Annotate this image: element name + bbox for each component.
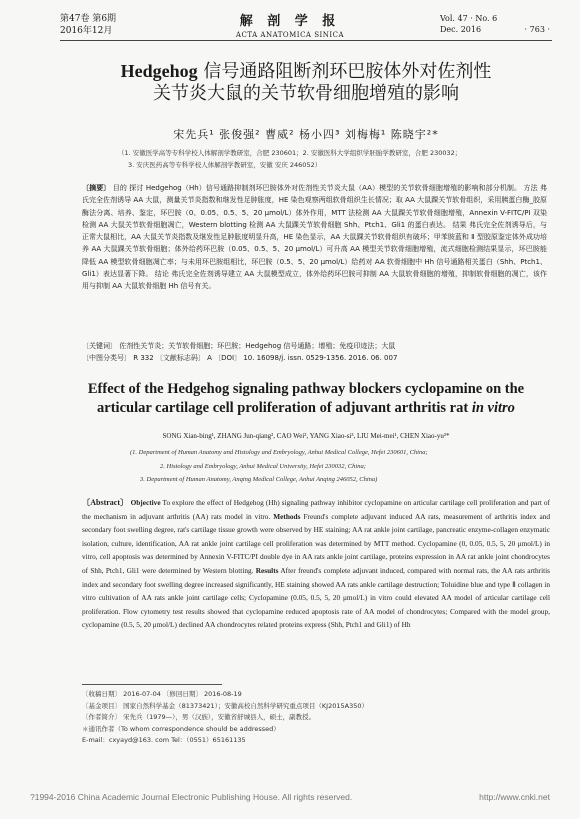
page-number: · 763 · (524, 25, 550, 34)
affiliation-cn-line: 3. 安庆医药高等专科学校人体解剖学教研室，安徽 安庆 246052） (128, 161, 322, 169)
methods-text: Freund's complete adjuvant induced AA rats, measurement of arthritis index and secondary foot swelling degree, rat's cartilage tissue growth were observed by HE staining; AA rat ankle joint cartilage, pancreatic enzyme-collagen enzymatic isolation, culture, identification, AA rat ankle joint cartilage cell proliferation was determined by MTT method. Cyclopamine (0, 0.05, 0.5, 5, 20 μmol/L) in vitro, cell apoptosis was determined by Annexin V-FITC/PI double dye in AA rats ankle joint cartilage, proteins expression in AA rat ankle joint chondrocytes of Shh, Ptch1, Gli1 were determined by Western blotting. (82, 511, 550, 575)
volume-issue-cn: 第47卷 第6期 (60, 14, 117, 24)
header-divider (60, 40, 552, 41)
affiliations-cn (118, 147, 538, 171)
running-header-right (440, 13, 550, 35)
keywords-cn-label: 〔关键词〕 (82, 342, 117, 350)
running-header-left (60, 13, 116, 37)
objective-label: Objective (130, 498, 161, 507)
affiliation-en-line: (1. Department of Human Anatomy and Histology and Embryology, Anhui Medical College, Hefei 230601, China; (130, 449, 428, 456)
copyright-text: ?1994-2016 China Academic Journal Electronic Publishing House. All rights reserved. (30, 792, 353, 802)
affiliation-cn-line: （1. 安徽医学高等专科学校人体解剖学教研室，合肥 230601；2. 安徽医科大学组织学胚胎学教研室，合肥 230032； (118, 149, 462, 157)
keywords-cn (82, 340, 547, 352)
results-text: After freund's complete adjuvant induced, compared with normal rats, the AA rats arthritis index and secondary foot swelling degree increased significantly, HE staining showed AA rats ankle cartilage destruction; Toluidine blue and type Ⅱ collagen in vitro cultivation of AA rats ankle joint cartilage cells; Cyclopamine (0.05, 0.5, 5, 20 μmol/L) in vitro could elevated AA model of articular cartilage cell proliferation. Flow cytometry test results showed that cyclopamine reduced apoptosis rate of AA model of chondrocytes; Compared with the model group, cyclopamine (0.5, 5, 20 μmol/L) declined AA chondrocytes related proteins express (Shh, Ptch1 and Gli1) of Hh (82, 565, 550, 630)
abstract-cn-text: 目的 探讨 Hedgehog（Hh）信号通路抑制剂环巴胺体外对佐剂性关节炎大鼠（AA）模型的关节软骨细胞增殖的影响和部分机制。 方法 弗氏完全佐剂诱导 AA 大鼠，测量关节炎指数和继发性足肿胀度，HE 染色观察两组软骨组织生长情况；取 AA 大鼠踝关节软骨组织，采用胰蛋白酶_胶原酶法分离、培养、鉴定，环巴胺（0、0.05、0.5、5、20 μmol/L）体外作用，MTT 法检测 AA 大鼠踝关节软骨细胞增殖，Annexin V-FITC/PI 双染检测 AA 大鼠关节软骨细胞凋亡，Western blotting 检测 AA 大鼠踝关节软骨细胞 Shh、Ptch1、Gli1 的蛋白表达。 结果 弗氏完全佐剂诱导后，与正常大鼠相比，AA 大鼠关节炎指数及继发性足肿胀度明显升高，HE 染色显示，AA 大鼠踝关节软骨组织有破坏；甲苯胺蓝和 Ⅱ 型胶原鉴定体外成功培养 AA 大鼠踝关节软骨细胞；体外给药环巴胺（0.05、0.5、5、20 μmol/L）可升高 AA 模型关节软骨细胞增殖，流式细胞检测结果显示，环巴胺能降低 AA 模型软骨细胞凋亡率；与未用环巴胺组相比，环巴胺（0.5、5、20 μmol/L）给药对 AA 软骨细胞中 Hh 信号通路相关蛋白（Shh、Ptch1、Gli1）表达显著下降。 结论 弗氏完全佐剂诱导建立 AA 大鼠模型成立，体外给药环巴胺可抑制 AA 大鼠软骨细胞的增殖，抑制软骨细胞的凋亡，该作用与抑制 AA 大鼠软骨细胞 Hh 信号有关。 (82, 184, 548, 291)
methods-label: Methods (273, 511, 301, 521)
classification-line (82, 352, 547, 364)
keywords-cn-text: 佐剂性关节炎；关节软骨细胞；环巴胺；Hedgehog 信号通路；增殖；免疫印迹法；大鼠 (117, 342, 396, 350)
volume-issue-en: Vol. 47 · No. 6 (440, 14, 498, 23)
authors-en: SONG Xian-bing¹, ZHANG Jun-qiang², CAO Wei², YANG Xiao-si³, LIU Mei-mei¹, CHEN Xiao-yu²* (162, 432, 450, 440)
title-en-line1: Effect of the Hedgehog signaling pathway blockers cyclopamine on the (87, 381, 525, 397)
journal-name-cn: 解 剖 学 报 (239, 14, 341, 29)
date-en: Dec. 2016 (440, 25, 482, 34)
authors-cn: 宋先兵¹ 张俊强² 曹威² 杨小四³ 刘梅梅¹ 陈晓宇²* (173, 128, 439, 141)
affiliation-en-line: 3. Department of Human Anatomy, Anqing Medical College, Anhui Anqing 246052, China) (140, 476, 378, 483)
footnote-contact: E-mail：cxyayd@163. com Tel：（0551）65161135 (82, 736, 246, 744)
footnotes (82, 689, 547, 747)
footnote-divider (82, 684, 222, 685)
title-en (68, 380, 544, 418)
copyright-footer (30, 792, 550, 802)
affiliation-en-line: 2. Histology and Embryology, Anhui Medical University, Hefei 230032, China; (160, 462, 366, 470)
results-label: Results (255, 565, 279, 575)
running-header-center (180, 10, 400, 39)
abstract-en-label: 〔Abstract〕 (82, 498, 129, 507)
title-cn-line2: 关节炎大鼠的关节软骨细胞增殖的影响 (153, 83, 459, 104)
cnki-link[interactable]: http://www.cnki.net (479, 792, 550, 802)
affiliations-en (130, 446, 540, 487)
objective-text: To explore the effect of Hedgehog (Hh) signaling pathway inhibitor cyclopamine on articular cartilage cell proliferation and part of the mechanism in adjuvant arthritis (AA) rats model in vitro. (82, 498, 550, 521)
footnote-funding: 〔基金项目〕 国家自然科学基金（81373421）；安徽高校自然科学研究重点项目（KJ2015A350） (82, 701, 368, 710)
journal-name-en: ACTA ANATOMICA SINICA (235, 31, 345, 39)
classification-label: 〔中图分类号〕 (82, 354, 131, 362)
title-cn-line1 (60, 60, 552, 83)
footnote-correspondence: ＊通讯作者（To whom correspondence should be addressed） (82, 724, 280, 733)
title-cn-line1-rest: 信号通路阻断剂环巴胺体外对佐剂性 (197, 61, 492, 82)
title-cn (60, 60, 552, 105)
title-en-line2-italic: in vitro (471, 400, 515, 416)
abstract-cn-label: 〔摘要〕 (82, 184, 111, 192)
date-cn: 2016年12月 (60, 26, 113, 36)
footnote-author-bio: 〔作者简介〕 宋先兵（1979—），男（汉族），安徽省舒城县人，硕士，副教授。 (82, 713, 316, 721)
date-page-line (440, 24, 550, 35)
title-cn-hedgehog: Hedgehog (120, 61, 198, 81)
title-en-line2 (68, 399, 544, 418)
abstract-en (82, 496, 550, 632)
title-en-line2-main: articular cartilage cell proliferation of adjuvant arthritis rat (97, 400, 472, 416)
footnote-received: 〔收稿日期〕 2016-07-04 〔修回日期〕 2016-08-19 (82, 690, 242, 698)
classification-text: R 332 〔文献标志码〕 A 〔DOI〕 10. 16098/j. issn. 0529-1356. 2016. 06. 007 (131, 354, 398, 362)
abstract-cn (82, 182, 547, 293)
